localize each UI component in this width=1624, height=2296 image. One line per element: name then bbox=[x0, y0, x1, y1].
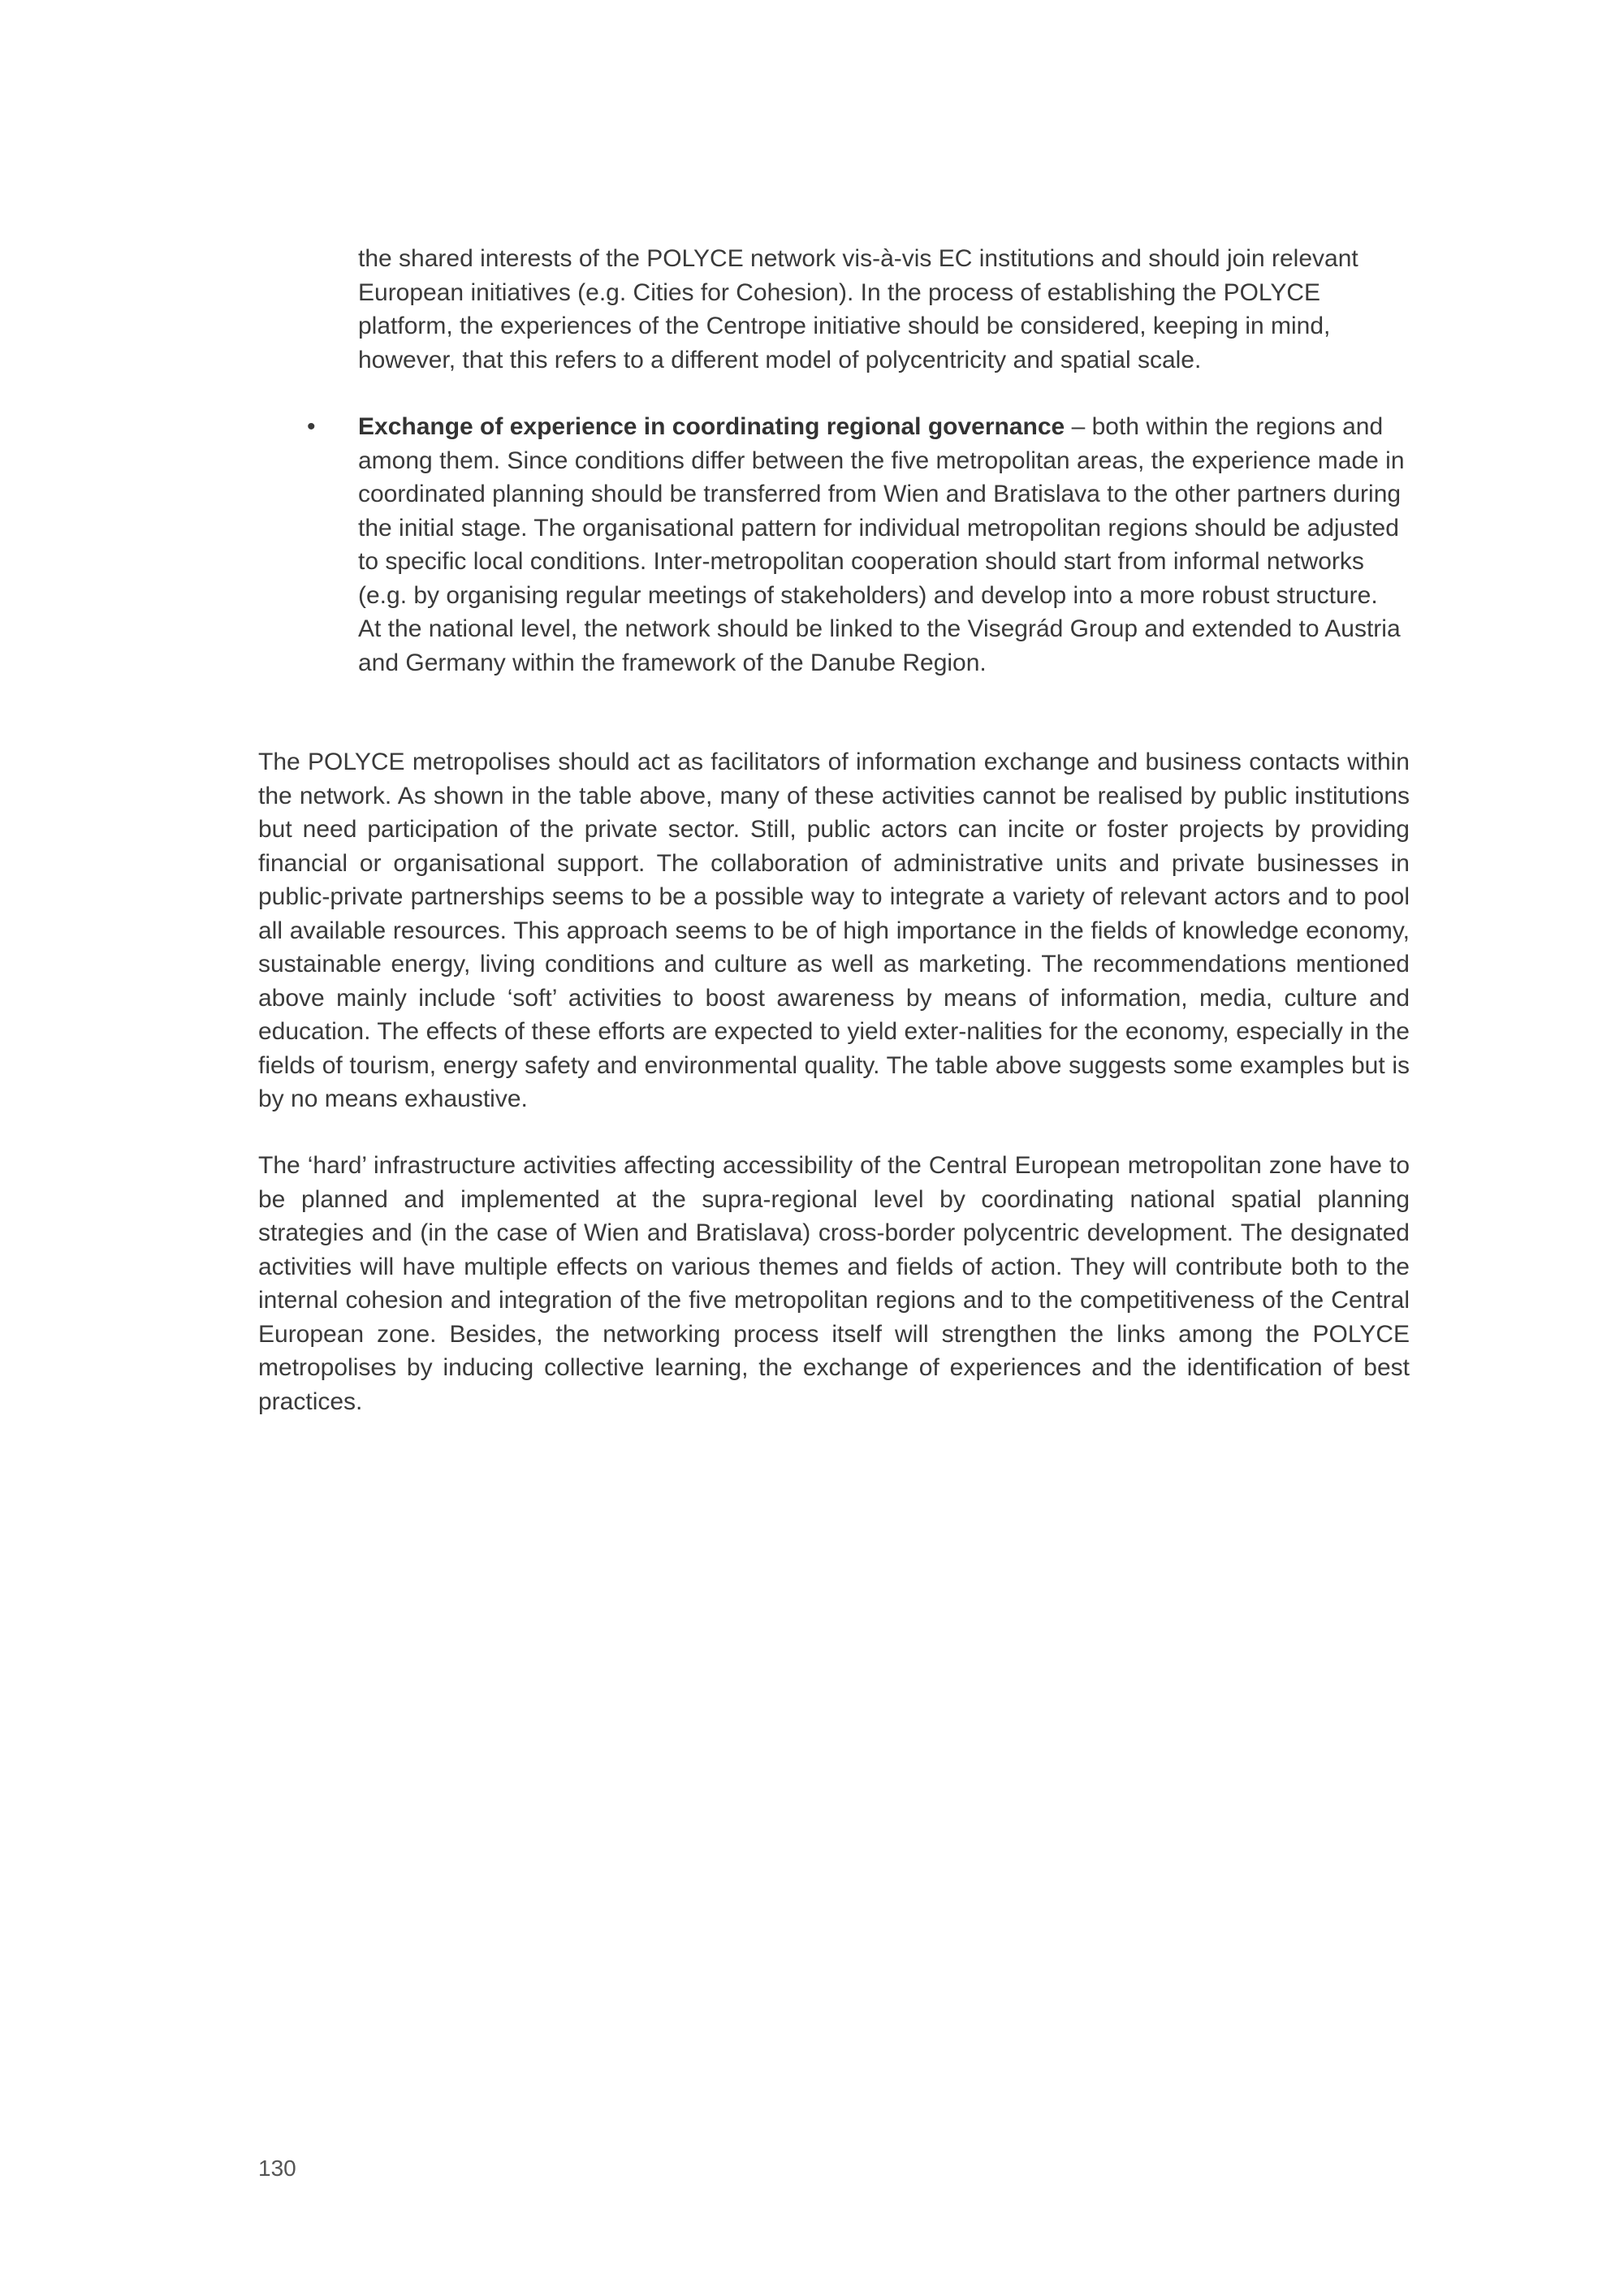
bullet-item-regional-governance bbox=[307, 410, 1406, 680]
bullet-marker: • bbox=[307, 413, 316, 440]
bullet-body: – both within the regions and among them. Since conditions differ between the five metropolitan areas, the experience made in coordinated planning should be transferred from Wien and Bratislava to the other partners during the initial stage. The organisational pattern for individual metropolitan regions should be adjusted to specific local conditions. Inter-metropolitan cooperation should start from informal networks (e.g. by organising regular meetings of stakeholders) and develop into a more robust structure. At the national level, the network should be linked to the Visegrád Group and extended to Austria and Germany within the framework of the Danube Region. bbox=[358, 413, 1405, 676]
paragraph-hard-infrastructure: The ‘hard’ infrastructure activities affecting accessibility of the Central European metropolitan zone have to be planned and implemented at the supra-regional level by coordinating national spatial planning strategies and (in the case of Wien and Bratislava) cross-border polycentric development. The designated activities will have multiple effects on various themes and fields of action. They will contribute both to the internal cohesion and integration of the five metropolitan regions and to the competitiveness of the Central European zone. Besides, the networking process itself will strengthen the links among the POLYCE metropolises by inducing collective learning, the exchange of experiences and the identification of best practices. bbox=[258, 1152, 1410, 1415]
bullet-title: Exchange of experience in coordinating regional governance bbox=[358, 413, 1065, 440]
continued-bullet-text: the shared interests of the POLYCE network vis-à-vis EC institutions and should join relevant European initiatives (e.g. Cities for Cohesion). In the process of establishing the POLYCE platform, the experiences of the Centrope initiative should be considered, keeping in mind, however, that this refers to a different model of polycentricity and spatial scale. bbox=[358, 245, 1358, 373]
page-number: 130 bbox=[258, 2156, 296, 2181]
paragraph-facilitators: The POLYCE metropolises should act as facilitators of information exchange and business contacts within the network. As shown in the table above, many of these activities cannot be realised by public institutions but need participation of the private sector. Still, public actors can incite or foster projects by providing financial or organisational support. The collaboration of administrative units and private businesses in public-private partnerships seems to be a possible way to integrate a variety of relevant actors and to pool all available resources. This approach seems to be of high importance in the fields of knowledge economy, sustainable energy, living conditions and culture as well as marketing. The recommendations mentioned above mainly include ‘soft’ activities to boost awareness by means of information, media, culture and education. The effects of these efforts are expected to yield exter-nalities for the economy, especially in the fields of tourism, energy safety and environmental quality. The table above suggests some examples but is by no means exhaustive. bbox=[258, 749, 1410, 1112]
